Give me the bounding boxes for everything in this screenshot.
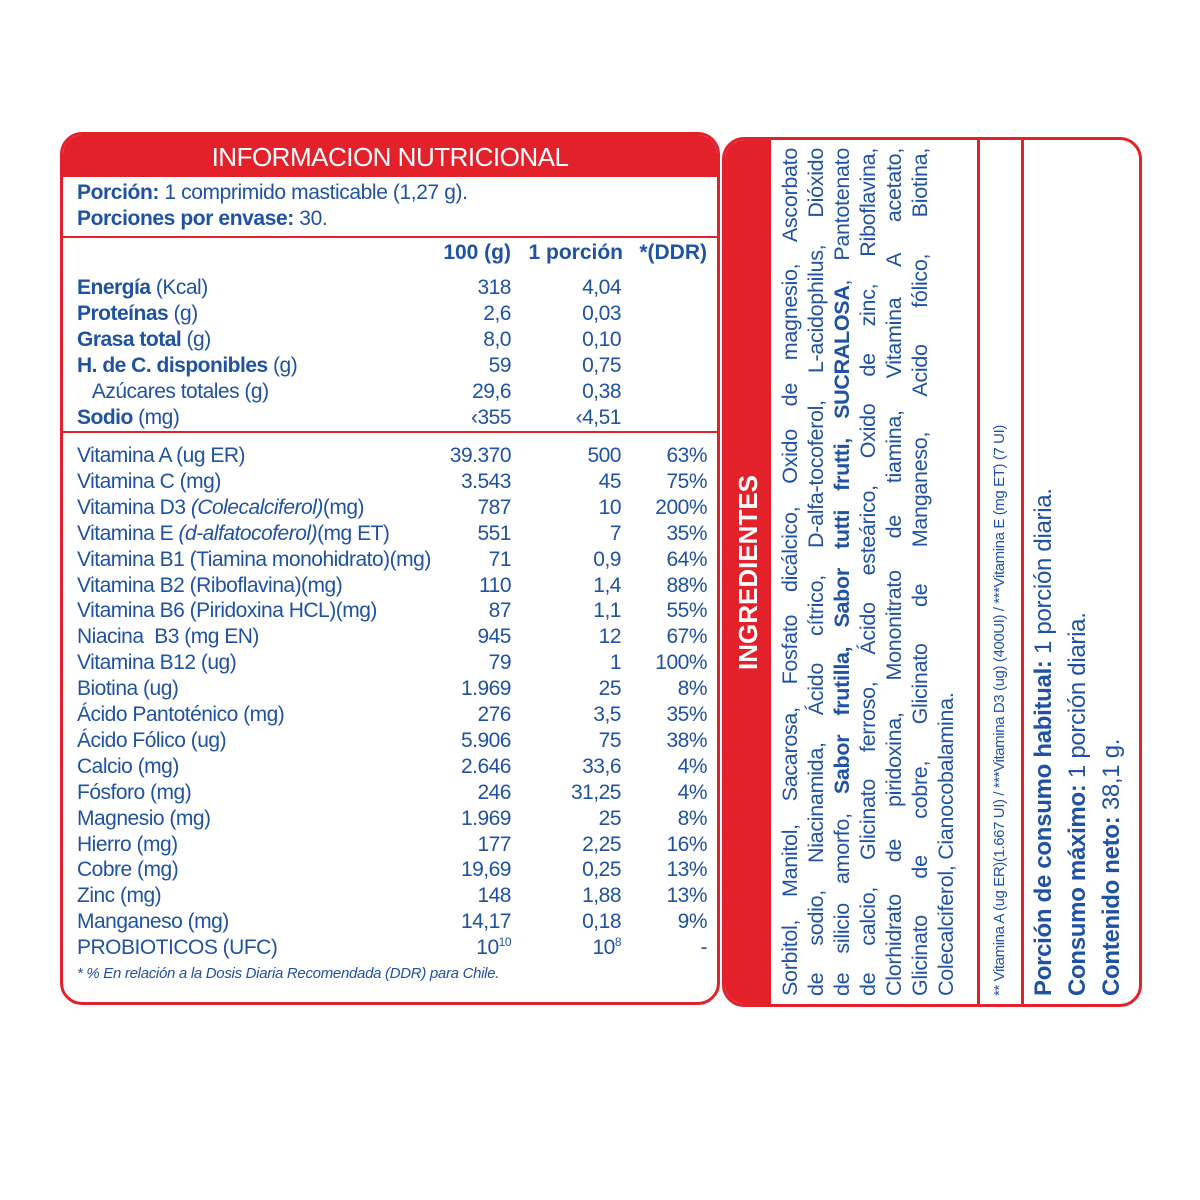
value-ddr: 13% xyxy=(666,884,707,908)
table-row xyxy=(77,676,707,702)
table-row xyxy=(77,857,707,883)
ingredients-text-part: , Pantotenato xyxy=(830,148,854,286)
value-base: 10 xyxy=(592,936,615,960)
nutrient-label: Manganeso (mg) xyxy=(77,910,229,934)
nutrient-label: Ácido Fólico (ug) xyxy=(77,728,227,752)
col-header-ddr: *(DDR) xyxy=(639,241,707,264)
value-portion: 0,75 xyxy=(582,354,621,377)
value-100g: 79 xyxy=(488,651,511,675)
value-100g: ‹355 xyxy=(470,406,511,429)
ingredients-line xyxy=(777,148,803,996)
table-row xyxy=(77,405,707,431)
consumption-value: 1 porción diaria. xyxy=(1030,488,1057,661)
value-base: 10 xyxy=(476,936,499,960)
nutrient-label: Grasa total xyxy=(77,328,182,351)
nutrient-unit: Azúcares totales (g) xyxy=(77,380,269,403)
table-row xyxy=(77,754,707,780)
nutrient-name xyxy=(77,547,431,573)
value-100g: 87 xyxy=(488,599,511,623)
value-portion: 7 xyxy=(609,521,621,545)
value-100g: 2.646 xyxy=(460,754,511,778)
value-portion: 75 xyxy=(598,728,621,752)
value-portion: 0,9 xyxy=(593,547,621,571)
consumption-label: Consumo máximo: xyxy=(1064,784,1091,996)
consumption-label: Porción de consumo habitual: xyxy=(1030,660,1057,996)
value-portion: 0,03 xyxy=(582,302,621,325)
ingredients-line xyxy=(855,148,881,996)
nutrient-name xyxy=(77,495,364,521)
nutrient-name xyxy=(77,598,377,624)
nutrient-name xyxy=(77,379,269,405)
value-portion: 3,5 xyxy=(593,703,621,726)
ingredients-band xyxy=(725,140,771,1004)
consumption-line xyxy=(1095,148,1129,996)
nutrient-label: Proteínas xyxy=(77,302,169,325)
value-100g: 3.543 xyxy=(460,469,511,493)
nutrient-unit: (g) xyxy=(168,302,198,325)
portions-per-pack xyxy=(77,207,327,231)
value-portion: 25 xyxy=(598,806,621,830)
table-row-probiotics xyxy=(77,935,707,961)
nutrient-unit: (Kcal) xyxy=(150,276,208,299)
value-ddr: 200% xyxy=(655,495,707,519)
consumption-line xyxy=(1061,148,1095,996)
value-100g: 246 xyxy=(477,780,511,804)
table-row xyxy=(77,301,707,327)
value-100g: 1.969 xyxy=(460,677,511,701)
nutrient-name xyxy=(77,521,389,547)
nutrient-name xyxy=(77,780,191,806)
value-portion: 0,18 xyxy=(582,910,621,934)
table-row xyxy=(77,909,707,935)
value-exponent: 8 xyxy=(614,935,621,950)
value-ddr: 35% xyxy=(666,703,707,726)
nutrient-name xyxy=(77,883,161,909)
ddr-footnote: * % En relación a la Dosis Diaria Recomendada (DDR) para Chile. xyxy=(77,965,500,982)
value-ddr: 100% xyxy=(655,651,707,675)
divider xyxy=(63,236,717,238)
table-row xyxy=(77,547,707,573)
value-ddr: 55% xyxy=(666,599,707,623)
value-100g: 29,6 xyxy=(472,380,511,403)
value-ddr: 16% xyxy=(666,832,707,856)
value-100g: 318 xyxy=(477,276,511,299)
ingredients-line xyxy=(829,148,855,996)
nutrient-name xyxy=(77,301,198,327)
value-portion: 25 xyxy=(598,677,621,701)
nutrient-compound: (Colecalciferol) xyxy=(190,495,323,519)
ingredients-text-part: de silicio amorfo, xyxy=(830,794,854,996)
nutrient-name xyxy=(77,353,297,379)
table-row xyxy=(77,806,707,832)
nutrient-unit: (mg) xyxy=(322,495,365,519)
nutrient-name xyxy=(77,469,221,495)
nutrient-name xyxy=(77,728,226,754)
value-100g xyxy=(476,935,511,961)
nutrient-unit: (g) xyxy=(267,354,298,377)
ingredients-highlight: Sabor frutilla, Sabor tutti frutti, SUCRALOSA xyxy=(830,285,854,795)
value-ddr: 8% xyxy=(677,677,707,701)
col-header-100g: 100 (g) xyxy=(443,241,511,264)
nutrient-name xyxy=(77,443,245,469)
ingredients-line xyxy=(907,148,933,996)
nutrient-name xyxy=(77,832,178,858)
value-ddr: 38% xyxy=(666,728,707,752)
table-row xyxy=(77,443,707,469)
table-row xyxy=(77,702,707,728)
table-row xyxy=(77,469,707,495)
value-100g: 177 xyxy=(477,832,511,856)
ingredients-text-part: Sorbitol, Manitol, Sacarosa, Fosfato dicálcico, Oxido de magnesio, Ascorbato xyxy=(778,148,802,996)
value-100g: 945 xyxy=(477,625,511,649)
nutrient-unit: (g) xyxy=(181,328,211,351)
value-portion: 0,10 xyxy=(582,328,621,351)
nutrition-facts-panel xyxy=(60,132,720,1005)
nutrient-label: Vitamina B12 (ug) xyxy=(77,651,237,675)
value-100g: 5.906 xyxy=(460,728,511,752)
value-portion: 1,4 xyxy=(593,573,621,597)
value-portion: 10 xyxy=(598,495,621,519)
value-ddr: 4% xyxy=(677,780,707,804)
table-row xyxy=(77,728,707,754)
table-row xyxy=(77,883,707,909)
nutrient-label: Biotina (ug) xyxy=(77,677,179,701)
value-ddr: 67% xyxy=(666,625,707,649)
value-100g: 551 xyxy=(477,521,511,545)
nutrient-label: Hierro (mg) xyxy=(77,832,178,856)
value-ddr: 64% xyxy=(666,547,707,571)
value-portion: 33,6 xyxy=(582,754,621,778)
value-portion: ‹4,51 xyxy=(575,406,621,429)
nutrient-label: Sodio xyxy=(77,406,133,429)
value-portion: 0,38 xyxy=(582,380,621,403)
nutrient-label: Vitamina B6 (Piridoxina HCL)(mg) xyxy=(77,599,377,623)
value-100g: 19,69 xyxy=(460,858,511,882)
table-row xyxy=(77,598,707,624)
consumption-value: 38,1 g. xyxy=(1098,738,1125,817)
ingredients-line xyxy=(933,148,959,996)
value-portion: 31,25 xyxy=(570,780,621,804)
table-row xyxy=(77,379,707,405)
value-ddr: 13% xyxy=(666,858,707,882)
portions-label: Porciones por envase: xyxy=(77,207,294,230)
consumption-info xyxy=(1027,148,1137,996)
nutrient-label: Vitamina A (ug ER) xyxy=(77,444,246,467)
nutrient-name xyxy=(77,676,178,702)
value-100g: 39.370 xyxy=(449,444,511,467)
ingredients-title: INGREDIENTES xyxy=(733,474,763,670)
table-row xyxy=(77,495,707,521)
nutrient-label: Vitamina D3 xyxy=(77,495,191,519)
nutrient-name xyxy=(77,909,229,935)
nutrient-label: Zinc (mg) xyxy=(77,884,162,908)
nutrient-compound: (d-alfatocoferol) xyxy=(178,521,318,545)
table-row xyxy=(77,650,707,676)
portion-size xyxy=(77,181,468,205)
table-row xyxy=(77,275,707,301)
nutrient-label: Vitamina B1 (Tiamina monohidrato)(mg) xyxy=(77,547,431,571)
value-portion xyxy=(592,935,621,961)
nutrient-label: Fósforo (mg) xyxy=(77,780,192,804)
value-100g: 8,0 xyxy=(483,328,511,351)
divider xyxy=(63,431,717,433)
table-row xyxy=(77,521,707,547)
nutrient-label: Vitamina E xyxy=(77,521,179,545)
vitamin-footnote: ** Vitamina A (ug ER)(1.667 UI) / ***Vitamina D3 (ug) (400UI) / ***Vitamina E (mg ET) (7 UI) xyxy=(991,425,1008,996)
consumption-line xyxy=(1027,148,1061,996)
value-100g: 787 xyxy=(477,495,511,519)
nutrient-name xyxy=(77,806,211,832)
divider xyxy=(977,140,980,1004)
value-ddr: 9% xyxy=(677,910,707,934)
ingredients-line xyxy=(803,148,829,996)
value-portion: 0,25 xyxy=(582,858,621,882)
nutrient-label: Vitamina B2 (Riboflavina)(mg) xyxy=(77,573,343,597)
value-ddr: 75% xyxy=(666,469,707,493)
value-portion: 500 xyxy=(587,444,621,467)
ingredients-text-part: Glicinato de cobre, Glicinato de Manganeso, Acido fólico, Biotina, xyxy=(908,148,932,996)
value-exponent: 10 xyxy=(498,935,511,950)
nutrient-name xyxy=(77,624,259,650)
nutrition-title: INFORMACION NUTRICIONAL xyxy=(63,135,717,177)
table-row xyxy=(77,624,707,650)
nutrient-label: Energía xyxy=(77,276,151,299)
ingredients-line xyxy=(881,148,907,996)
value-100g: 14,17 xyxy=(460,910,511,934)
divider xyxy=(1021,140,1024,1004)
table-row xyxy=(77,780,707,806)
consumption-value: 1 porción diaria. xyxy=(1064,612,1091,785)
value-portion: 12 xyxy=(598,625,621,649)
value-100g: 276 xyxy=(477,703,511,726)
ingredients-text-part: Colecalciferol, Cianocobalamina. xyxy=(934,692,958,996)
ingredients-text-part: de sodio, Niacinamida, Ácido cítrico, D-alfa-tocoferol, L-acidophilus, Dióxido xyxy=(804,148,828,996)
value-100g: 59 xyxy=(488,354,511,377)
ingredients-text-part: Clorhidrato de piridoxina, Mononitrato de tiamina, Vitamina A acetato, xyxy=(882,148,906,996)
nutrient-label: Calcio (mg) xyxy=(77,754,179,778)
nutrient-name: PROBIOTICOS (UFC) xyxy=(77,936,278,960)
nutrient-name xyxy=(77,754,179,780)
portion-label: Porción: xyxy=(77,181,159,204)
value-ddr: 4% xyxy=(677,754,707,778)
nutrient-name xyxy=(77,275,208,301)
value-100g: 110 xyxy=(479,573,511,597)
value-ddr: 63% xyxy=(666,444,707,467)
ingredients-text-part: de calcio, Glicinato ferroso, Ácido esteárico, Oxido de zinc, Riboflavina, xyxy=(856,148,880,996)
value-100g: 2,6 xyxy=(483,302,511,325)
value-portion: 1,88 xyxy=(582,884,621,908)
nutrient-label: Cobre (mg) xyxy=(77,858,179,882)
value-portion: 2,25 xyxy=(582,832,621,856)
value-portion: 1 xyxy=(609,651,621,675)
portions-value: 30. xyxy=(293,207,328,230)
nutrient-unit: (mg ET) xyxy=(317,521,390,545)
nutrient-label: Magnesio (mg) xyxy=(77,806,211,830)
value-ddr: 8% xyxy=(677,806,707,830)
value-ddr: - xyxy=(700,936,707,960)
value-portion: 1,1 xyxy=(593,599,621,623)
col-header-portion: 1 porción xyxy=(528,241,623,264)
portion-value: 1 comprimido masticable (1,27 g). xyxy=(158,181,468,204)
nutrient-label: Niacina B3 (mg EN) xyxy=(77,625,259,649)
value-portion: 4,04 xyxy=(582,276,621,299)
nutrient-name xyxy=(77,702,284,728)
nutrient-unit: (mg) xyxy=(132,406,180,429)
nutrient-label: H. de C. disponibles xyxy=(77,354,268,377)
nutrient-name xyxy=(77,650,236,676)
table-row xyxy=(77,573,707,599)
value-ddr: 35% xyxy=(666,521,707,545)
value-ddr: 88% xyxy=(666,573,707,597)
nutrient-name xyxy=(77,573,342,599)
nutrient-name xyxy=(77,405,179,431)
value-100g: 1.969 xyxy=(460,806,511,830)
value-100g: 148 xyxy=(477,884,511,908)
ingredients-text xyxy=(777,148,973,996)
nutrient-label: Ácido Pantoténico (mg) xyxy=(77,703,285,726)
consumption-label: Contenido neto: xyxy=(1098,816,1125,996)
table-row xyxy=(77,353,707,379)
table-row xyxy=(77,327,707,353)
table-row xyxy=(77,832,707,858)
ingredients-panel xyxy=(722,137,1142,1007)
nutrient-name xyxy=(77,327,211,353)
value-portion: 45 xyxy=(598,469,621,493)
value-100g: 71 xyxy=(488,547,511,571)
nutrient-name xyxy=(77,857,178,883)
nutrient-label: Vitamina C (mg) xyxy=(77,469,221,493)
